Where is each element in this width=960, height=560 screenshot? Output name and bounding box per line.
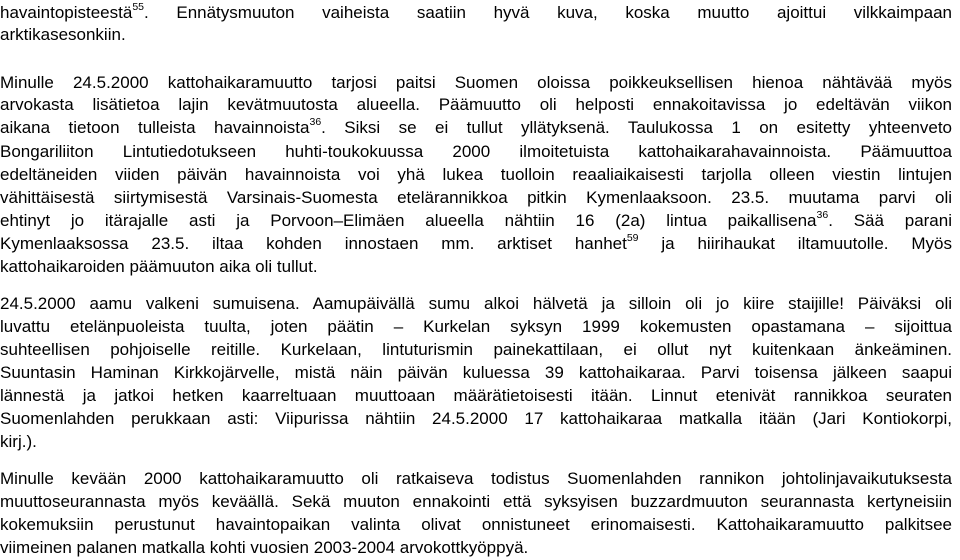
paragraph3-line1: 24.5.2000 aamu valkeni sumuisena. Aamupäivällä sumu alkoi hälvetä ja silloin oli jo kiire staijille! Päiväksi oli <box>0 294 952 313</box>
paragraph2-line5: edeltäneiden viiden päivän havainnoista voi yhä lukea tuolloin reaaliaikaisesti tarjolla olleen viestin lintujen <box>0 165 952 184</box>
paragraph3-line3: suhteellisen pohjoiselle reitille. Kurkelaan, lintuturismin painekattilaan, ei ollut nyt kuitenkaan änkeäminen. <box>0 340 952 359</box>
paragraph2-line8: Kymenlaaksossa 23.5. iltaa kohden innostaen mm. arktiset hanhet$^{59}$ ja hiirihaukat iltamuutolle. Myös <box>0 232 952 253</box>
paragraph3-line2: luvattu etelänpuoleista tuulta, joten päätin – Kurkelan syksyn 1999 kokemusten opastamana – sijoittua <box>0 317 952 336</box>
paragraph3-line6: Suomenlahden perukkaan asti: Viipurissa nähtiin 24.5.2000 17 kattohaikaraa matkalla itään (Jari Kontiokorpi, <box>0 409 952 428</box>
paragraph1-line2: arktikasesonkiin. <box>0 25 126 44</box>
footnote-ref: 59 <box>626 232 639 245</box>
paragraph3-line5: lännestä ja jatkoi hetken kaarreltuaan muuttoaan määrätietoisesti itään. Linnut etenivät rannikkoa seuraten <box>0 386 952 405</box>
paragraph2-line7: ehtinyt jo itärajalle asti ja Porvoon–Elimäen alueella nähtiin 16 (2a) lintua paikallisena$^{36}$. Sää parani <box>0 209 952 230</box>
paragraph2-line3: aikana tietoon tulleista havainnoista$^{36}$. Siksi se ei tullut yllätyksenä. Taulukossa 1 on esitetty yhteenveto <box>0 116 952 137</box>
paragraph2-line1: Minulle 24.5.2000 kattohaikaramuutto tarjosi paitsi Suomen oloissa poikkeuksellisen hienoa nähtävää myös <box>0 73 952 92</box>
footnote-ref: 36 <box>309 116 322 129</box>
footnote-ref: 36 <box>816 209 829 222</box>
paragraph3-line7: kirj.). <box>0 432 37 451</box>
paragraph4-line4: viimeinen palanen matkalla kohti vuosien 2003-2004 arvokottkyöppyä. <box>0 538 529 557</box>
paragraph4-line2: muuttoseurannasta myös keväällä. Sekä muuton ennakointi että syksyisen buzzardmuuton seurannasta kertyneisiin <box>0 492 952 511</box>
footnote-ref: 55 <box>132 1 145 14</box>
paragraph2-line4: Bongariliiton Lintutiedotukseen huhti-toukokuussa 2000 ilmoitetuista kattohaikarahavainnoista. Päämuuttoa <box>0 142 952 161</box>
paragraph2-line9: kattohaikaroiden päämuuton aika oli tullut. <box>0 257 318 276</box>
paragraph3-line4: Suuntasin Haminan Kirkkojärvelle, mistä näin päivän kuluessa 39 kattohaikaraa. Parvi toisensa jälkeen saapui <box>0 363 952 382</box>
paragraph2-line6: vähittäisestä siirtymisestä Varsinais-Suomesta etelärannikkoa pitkin Kymenlaaksoon. 23.5. muutama parvi oli <box>0 188 952 207</box>
paragraph4-line1: Minulle kevään 2000 kattohaikaramuutto oli ratkaiseva todistus Suomenlahden rannikon johtolinjavaikutuksesta <box>0 469 952 488</box>
paragraph2-line2: arvokasta lisätietoa lajin kevätmuutosta alueella. Päämuutto oli helposti ennakoitavissa jo edeltävän viikon <box>0 95 952 114</box>
paragraph1-line1: havaintopisteestä$^{55}$. Ennätysmuuton vaiheista saatiin hyvä kuva, koska muutto ajoittui vilkkaimpaan <box>0 1 952 22</box>
paragraph4-line3: kokemuksiin perustunut havaintopaikan valinta olivat onnistuneet erinomaisesti. Kattohaikaramuutto palkitsee <box>0 515 952 534</box>
